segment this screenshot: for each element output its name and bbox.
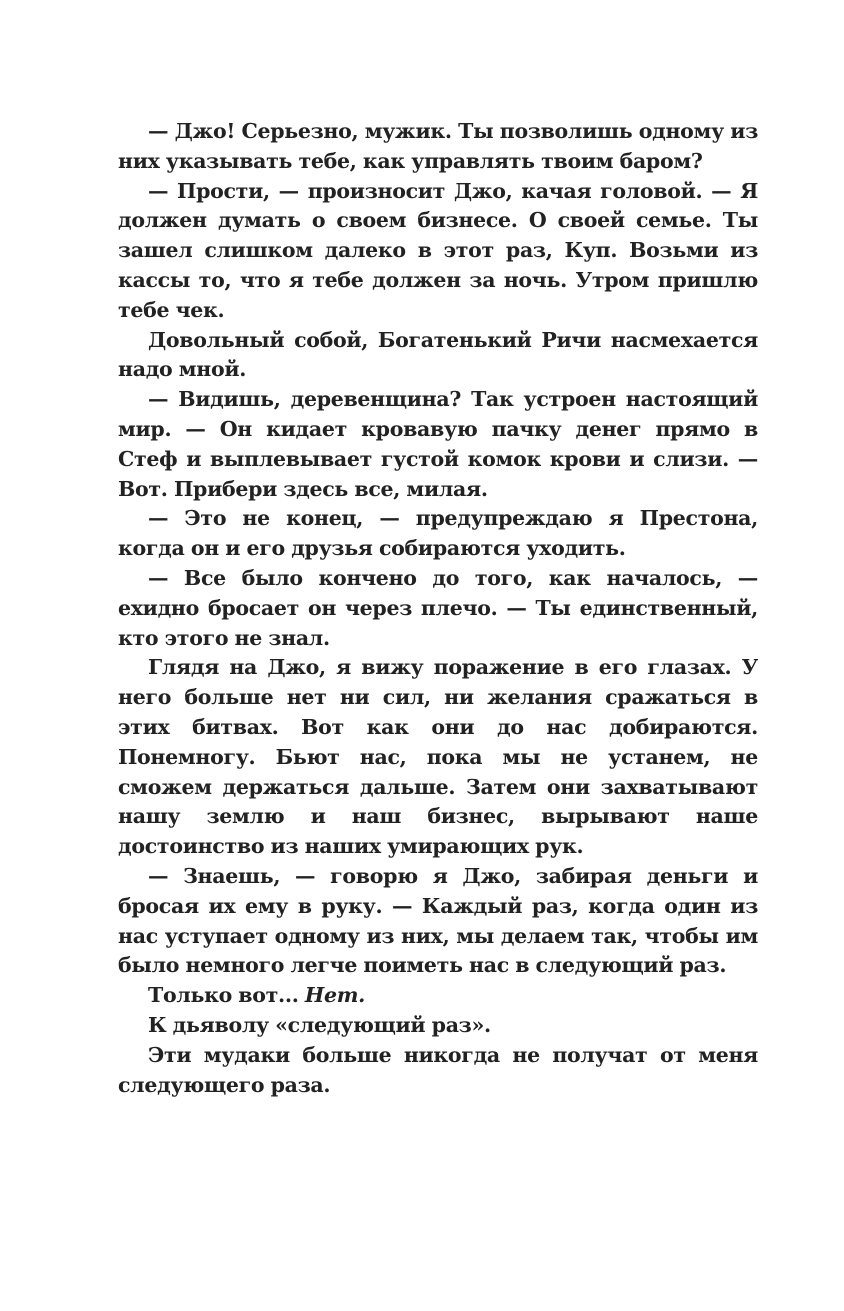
paragraph: Глядя на Джо, я вижу поражение в его глазах. У него больше нет ни сил, ни желания сражаться в этих битвах. Вот как они до нас добираются. Понемногу. Бьют нас, пока мы не устанем, не сможем держаться дальше. Затем они захватывают нашу землю и наш бизнес, вырывают наше достоинство из наших умирающих рук. <box>118 655 758 859</box>
paragraph: — Это не конец, — предупреждаю я Престона, когда он и его друзья собираются уходить. <box>118 506 758 561</box>
paragraph: Эти мудаки больше никогда не получат от меня следующего раза. <box>118 1042 758 1097</box>
paragraph: — Знаешь, — говорю я Джо, забирая деньги и бросая их ему в руку. — Каждый раз, когда один из нас уступает одному из них, мы делаем так, чтобы им было немного легче поиметь нас в следующий раз. <box>118 863 758 978</box>
paragraph: К дьяволу «следующий раз». <box>148 1012 491 1037</box>
paragraph: Довольный собой, Богатенький Ричи насмехается надо мной. <box>118 327 758 382</box>
paragraph-plain-text: Только вот... <box>148 983 305 1008</box>
paragraph: — Джо! Серьезно, мужик. Ты позволишь одному из них указывать тебе, как управлять твоим баром? <box>118 119 758 173</box>
paragraph <box>118 981 758 1011</box>
paragraph-italic-text: Нет. <box>304 983 365 1008</box>
paragraph: — Прости, — произносит Джо, качая головой. — Я должен думать о своем бизнесе. О своей семье. Ты зашел слишком далеко в этот раз, Куп. Возьми из кассы то, что я тебе должен за ночь. Утром пришлю тебе чек. <box>118 178 758 322</box>
book-page-body <box>118 117 758 1100</box>
paragraph: — Все было кончено до того, как началось, — ехидно бросает он через плечо. — Ты единственный, кто этого не знал. <box>118 565 758 650</box>
paragraph: — Видишь, деревенщина? Так устроен настоящий мир. — Он кидает кровавую пачку денег прямо в Стеф и выплевывает густой комок крови и слизи. — Вот. Прибери здесь все, милая. <box>118 387 758 501</box>
